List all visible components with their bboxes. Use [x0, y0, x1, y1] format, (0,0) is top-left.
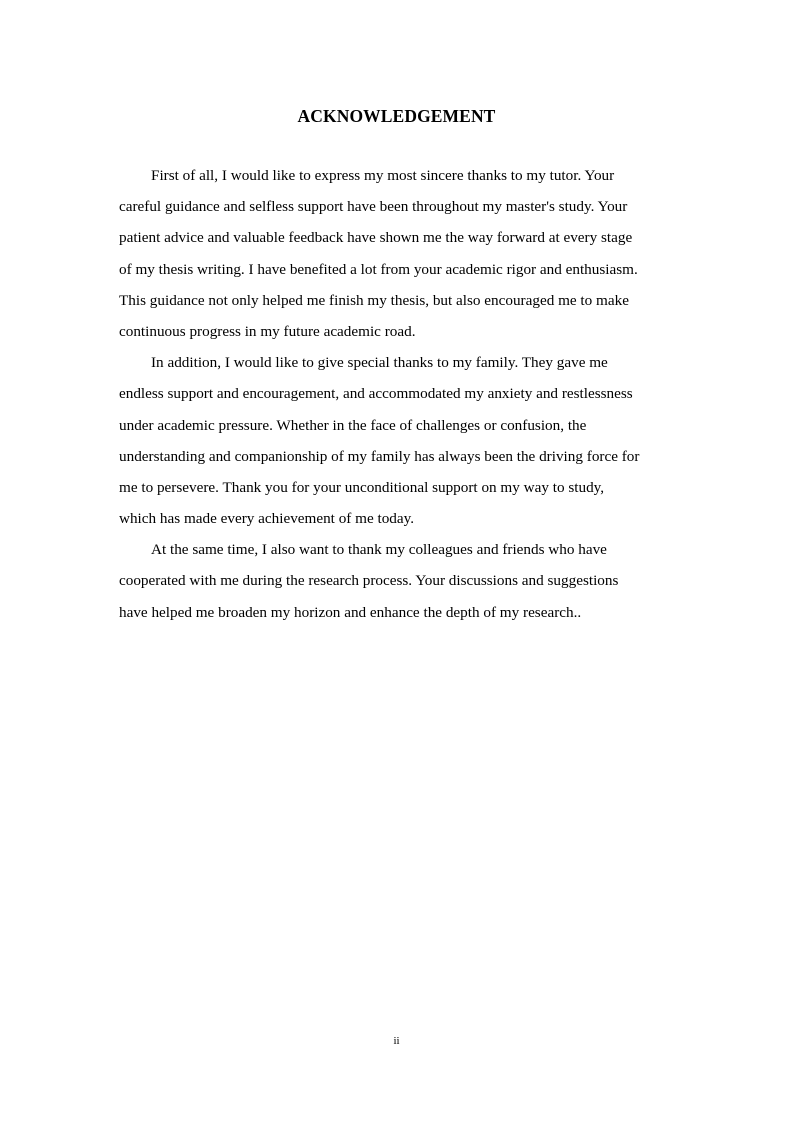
page-number: ii: [393, 1035, 400, 1047]
paragraph-line: under academic pressure. Whether in the face of challenges or confusion, the: [119, 416, 587, 434]
paragraph-2: [119, 347, 674, 534]
paragraph-line: patient advice and valuable feedback have shown me the way forward at every stage: [119, 229, 633, 247]
paragraph-line: In addition, I would like to give special thanks to my family. They gave me: [151, 354, 608, 372]
paragraph-line: continuous progress in my future academic road.: [119, 322, 416, 340]
paragraph-line: This guidance not only helped me finish my thesis, but also encouraged me to make: [119, 291, 629, 309]
paragraph-line: which has made every achievement of me today.: [119, 510, 415, 528]
paragraph-line: endless support and encouragement, and accommodated my anxiety and restlessness: [119, 385, 633, 403]
paragraph-line: me to persevere. Thank you for your unconditional support on my way to study,: [119, 478, 605, 496]
acknowledgement-body: [119, 160, 674, 628]
page-title: ACKNOWLEDGEMENT: [297, 106, 496, 126]
paragraph-line: First of all, I would like to express my most sincere thanks to my tutor. Your: [151, 167, 615, 184]
paragraph-1: [119, 160, 674, 347]
paragraph-line: careful guidance and selfless support have been throughout my master's study. Your: [119, 198, 628, 216]
paragraph-line: understanding and companionship of my family has always been the driving force for: [119, 447, 640, 465]
paragraph-line: of my thesis writing. I have benefited a lot from your academic rigor and enthusiasm.: [119, 260, 638, 278]
paragraph-line: have helped me broaden my horizon and enhance the depth of my research..: [119, 603, 582, 621]
paragraph-line: At the same time, I also want to thank my colleagues and friends who have: [151, 541, 607, 559]
paragraph-line: cooperated with me during the research process. Your discussions and suggestions: [119, 572, 619, 590]
paragraph-3: [119, 534, 674, 628]
